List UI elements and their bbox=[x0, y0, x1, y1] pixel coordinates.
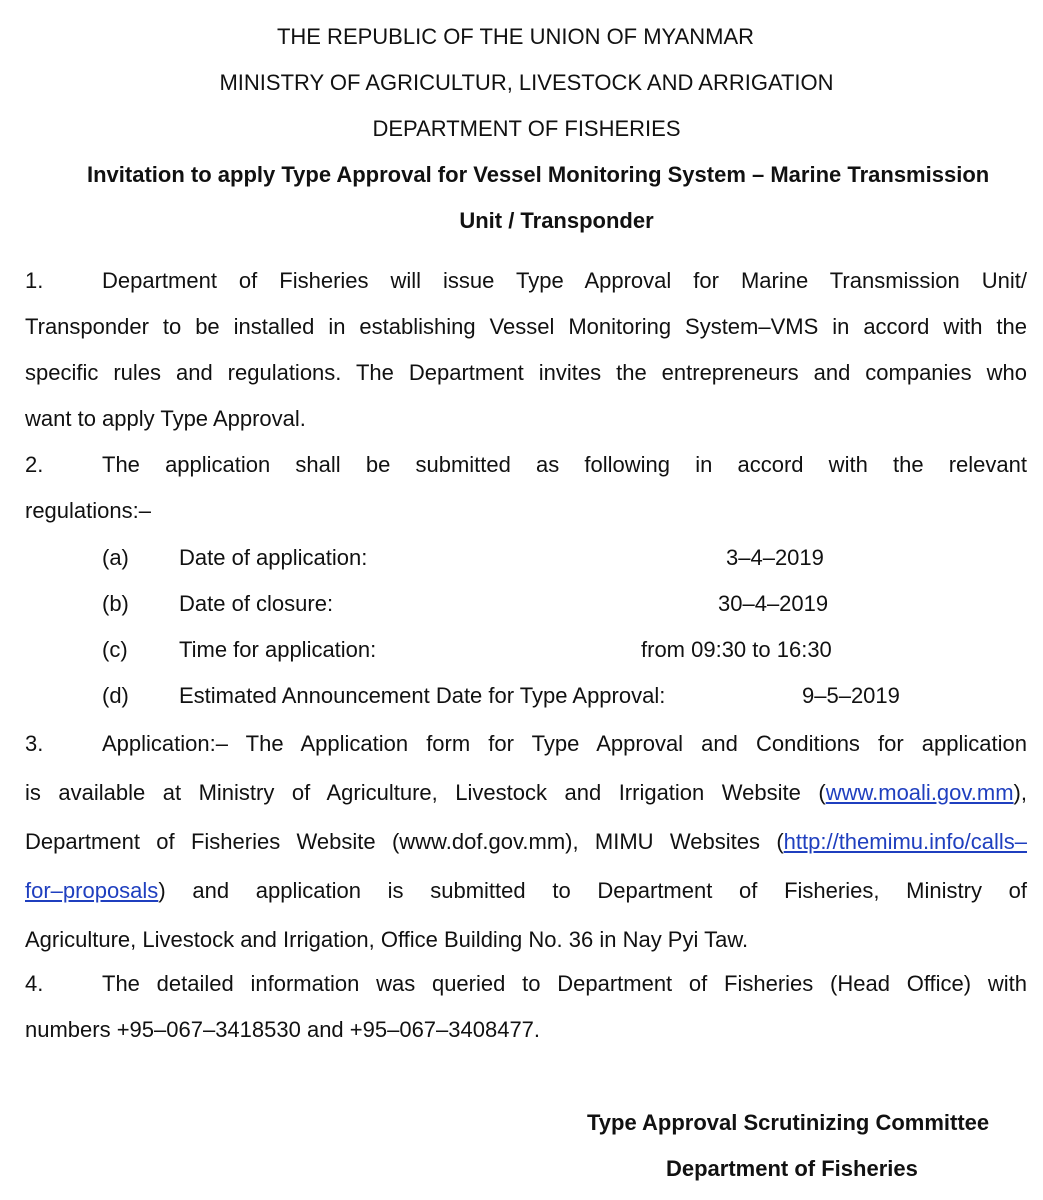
paragraph-text: ) and application is submitted to Department of Fisheries, Ministry of bbox=[158, 878, 1027, 903]
schedule-letter: (b) bbox=[102, 591, 129, 616]
schedule-value: 3–4–2019 bbox=[726, 545, 824, 570]
paragraph-number: 3. bbox=[25, 731, 44, 756]
schedule-label: Date of closure: bbox=[179, 591, 334, 616]
paragraph-text: The detailed information was queried to Department of Fisheries (Head Office) with bbox=[102, 971, 1027, 996]
paragraph-1-line3: specific rules and regulations. The Department invites the entrepreneurs and companies who bbox=[25, 360, 1027, 385]
invitation-title-line1: Invitation to apply Type Approval for Vessel Monitoring System – Marine Transmission bbox=[87, 162, 990, 187]
paragraph-number: 4. bbox=[25, 971, 44, 996]
paragraph-1-line4: want to apply Type Approval. bbox=[25, 406, 306, 431]
schedule-value: 30–4–2019 bbox=[718, 591, 829, 616]
paragraph-4-line1 bbox=[25, 961, 1027, 1007]
header-republic: THE REPUBLIC OF THE UNION OF MYANMAR bbox=[276, 24, 755, 49]
schedule-letter: (a) bbox=[102, 545, 129, 570]
paragraph-4-line2: numbers +95–067–3418530 and +95–067–3408477. bbox=[25, 1017, 541, 1042]
schedule-letter: (c) bbox=[102, 637, 128, 662]
header-ministry: MINISTRY OF AGRICULTUR, LIVESTOCK AND ARRIGATION bbox=[219, 70, 834, 95]
paragraph-3 bbox=[25, 719, 1027, 964]
paragraph-text: Department of Fisheries will issue Type Approval for Marine Transmission Unit/ bbox=[102, 268, 1027, 293]
moali-website-link[interactable]: www.moali.gov.mm bbox=[825, 780, 1014, 805]
paragraph-3-line3 bbox=[25, 817, 1027, 866]
schedule-item-closure-date bbox=[0, 581, 1043, 627]
paragraph-text: ), bbox=[1013, 780, 1027, 805]
schedule-item-application-date bbox=[0, 535, 1043, 581]
paragraph-text: The application shall be submitted as following in accord with the relevant bbox=[102, 452, 1027, 477]
paragraph-number: 1. bbox=[25, 268, 44, 293]
paragraph-4 bbox=[25, 961, 1027, 1053]
paragraph-3-line5: Agriculture, Livestock and Irrigation, Office Building No. 36 in Nay Pyi Taw. bbox=[25, 927, 749, 952]
schedule-value: from 09:30 to 16:30 bbox=[641, 637, 832, 662]
paragraph-text: Application:– The Application form for Type Approval and Conditions for application bbox=[102, 731, 1027, 756]
schedule-label: Time for application: bbox=[179, 637, 377, 662]
mimu-calls-link-part2[interactable]: for–proposals bbox=[25, 878, 159, 903]
schedule-label: Estimated Announcement Date for Type Approval: bbox=[179, 683, 666, 708]
paragraph-3-line4 bbox=[25, 866, 1027, 915]
mimu-calls-link-part1[interactable]: http://themimu.info/calls– bbox=[783, 829, 1027, 854]
schedule-item-application-time bbox=[0, 627, 1043, 673]
signature-department: Department of Fisheries bbox=[666, 1156, 918, 1181]
paragraph-2-line1 bbox=[25, 442, 1027, 488]
paragraph-3-line1 bbox=[25, 719, 1027, 768]
signature-committee: Type Approval Scrutinizing Committee bbox=[587, 1110, 990, 1135]
paragraph-2 bbox=[25, 442, 1027, 534]
paragraph-1-line2: Transponder to be installed in establishing Vessel Monitoring System–VMS in accord with the bbox=[25, 314, 1027, 339]
schedule-value: 9–5–2019 bbox=[802, 683, 900, 708]
invitation-title-line2: Unit / Transponder bbox=[459, 208, 654, 233]
header-department: DEPARTMENT OF FISHERIES bbox=[372, 116, 681, 141]
paragraph-1-line1 bbox=[25, 258, 1027, 304]
schedule-item-announcement-date bbox=[0, 673, 1043, 719]
schedule-label: Date of application: bbox=[179, 545, 368, 570]
paragraph-3-line2 bbox=[25, 768, 1027, 817]
paragraph-1 bbox=[25, 258, 1027, 442]
paragraph-2-line2: regulations:– bbox=[25, 498, 151, 523]
paragraph-text: is available at Ministry of Agriculture, Livestock and Irrigation Website ( bbox=[25, 780, 826, 805]
schedule-letter: (d) bbox=[102, 683, 129, 708]
paragraph-text: Department of Fisheries Website (www.dof.gov.mm), MIMU Websites ( bbox=[25, 829, 784, 854]
paragraph-number: 2. bbox=[25, 452, 44, 477]
